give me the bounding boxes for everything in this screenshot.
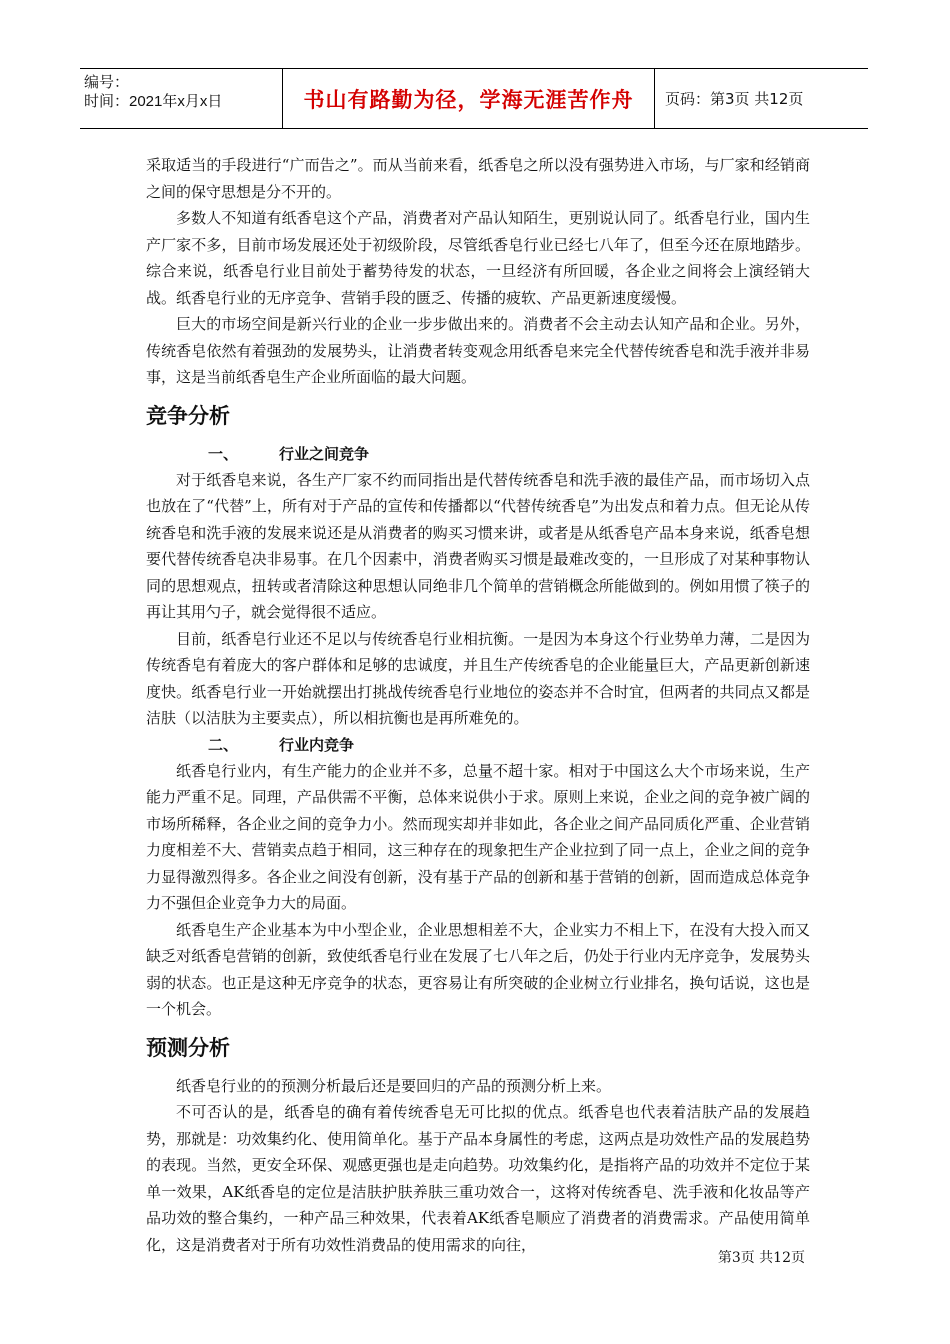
subheading-title: 行业内竞争 <box>279 735 355 754</box>
subheading-intra-industry <box>146 732 810 758</box>
subheading-title: 行业之间竞争 <box>279 444 370 463</box>
subheading-number: 二、 <box>208 735 239 754</box>
header-page-label: 页码：第3页 共12页 <box>665 90 804 108</box>
paragraph: 目前，纸香皂行业还不足以与传统香皂行业相抗衡。一是因为本身这个行业势单力薄，二是因为传统香皂有着庞大的客户群体和足够的忠诚度，并且生产传统香皂的企业能量巨大，产品更新创新速度快。纸香皂行业一开始就摆出打挑战传统香皂行业地位的姿态并不合时宜，但两者的共同点又都是洁肤（以洁肤为主要卖点），所以相抗衡也是再所难免的。 <box>146 629 810 727</box>
section-heading-forecast: 预测分析 <box>146 1035 230 1060</box>
section-heading-competition: 竞争分析 <box>146 403 230 428</box>
paragraph: 巨大的市场空间是新兴行业的企业一步步做出来的。消费者不会主动去认知产品和企业。另外，传统香皂依然有着强劲的发展势头，让消费者转变观念用纸香皂来完全代替传统香皂和洗手液并非易事，这是当前纸香皂生产企业所面临的最大问题。 <box>146 315 810 386</box>
paragraph: 纸香皂行业的的预测分析最后还是要回归的产品的预测分析上来。 <box>176 1076 612 1095</box>
page-header <box>80 68 868 129</box>
subheading-inter-industry <box>146 441 810 467</box>
paragraph: 多数人不知道有纸香皂这个产品，消费者对产品认知陌生，更别说认同了。纸香皂行业，国内生产厂家不多，目前市场发展还处于初级阶段，尽管纸香皂行业已经七八年了，但至今还在原地踏步。综合来说，纸香皂行业目前处于蓄势待发的状态，一旦经济有所回暖，各企业之间将会上演经销大战。纸香皂行业的无序竞争、营销手段的匮乏、传播的疲软、产品更新速度缓慢。 <box>146 209 810 307</box>
paragraph: 纸香皂生产企业基本为中小型企业，企业思想相差不大，企业实力不相上下，在没有大投入而又缺乏对纸香皂营销的创新，致使纸香皂行业在发展了七八年之后，仍处于行业内无序竞争，发展势头弱的状态。也正是这种无序竞争的状态，更容易让有所突破的企业树立行业排名，换句话说，这也是一个机会。 <box>146 920 810 1018</box>
subheading-number: 一、 <box>208 444 239 463</box>
header-number-label: 编号： <box>84 74 130 91</box>
paragraph: 对于纸香皂来说，各生产厂家不约而同指出是代替传统香皂和洗手液的最佳产品，而市场切入点也放在了“代替”上，所有对于产品的宣传和传播都以“代替传统香皂”为出发点和着力点。但无论从传统香皂和洗手液的发展来说还是从消费者的购买习惯来讲，或者是从纸香皂产品本身来说，纸香皂想要代替传统香皂决非易事。在几个因素中，消费者购买习惯是最难改变的，一旦形成了对某种事物认同的思想观点，扭转或者清除这种思想认同绝非几个简单的营销概念所能做到的。例如用惯了筷子的再让其用勺子，就会觉得很不适应。 <box>146 470 810 621</box>
header-time-label: 时间：2021年x月x日 <box>84 93 223 110</box>
header-meta <box>80 69 283 128</box>
document-body <box>146 152 810 1258</box>
paragraph: 采取适当的手段进行“广而告之”。而从当前来看，纸香皂之所以没有强势进入市场，与厂家和经销商之间的保守思想是分不开的。 <box>146 156 810 201</box>
page-footer: 第3页 共12页 <box>717 1250 805 1266</box>
paragraph: 纸香皂行业内，有生产能力的企业并不多，总量不超十家。相对于中国这么大个市场来说，生产能力严重不足。同理，产品供需不平衡，总体来说供小于求。原则上来说，企业之间的竞争被广阔的市场所稀释，各企业之间的竞争力小。然而现实却并非如此，各企业之间产品同质化严重、企业营销力度相差不大、营销卖点趋于相同，这三种存在的现象把生产企业拉到了同一点上，企业之间的竞争力显得激烈得多。各企业之间没有创新，没有基于产品的创新和基于营销的创新，固而造成总体竞争力不强但企业竞争力大的局面。 <box>146 761 810 912</box>
paragraph: 不可否认的是，纸香皂的确有着传统香皂无可比拟的优点。纸香皂也代表着洁肤产品的发展趋势，那就是：功效集约化、使用简单化。基于产品本身属性的考虑，这两点是功效性产品的发展趋势的表现。当然，更安全环保、观感更强也是走向趋势。功效集约化，是指将产品的功效并不定位于某单一效果，AK纸香皂的定位是洁肤护肤养肤三重功效合一，这将对传统香皂、洗手液和化妆品等产品功效的整合集约，一种产品三种效果，代表着AK纸香皂顺应了消费者的消费需求。产品使用简单化，这是消费者对于所有功效性消费品的使用需求的向往， <box>146 1103 810 1254</box>
header-motto: 书山有路勤为径，学海无涯苦作舟 <box>283 69 655 128</box>
